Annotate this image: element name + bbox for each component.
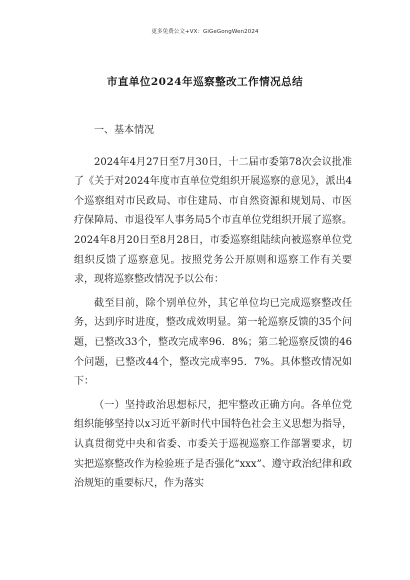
paragraph-1: 2024年4月27日至7月30日，十二届市委第78次会议批准了《关于对2024年度市直单位党组织开展巡察的意见》，派出4个巡察组对市民政局、市住建局、市自然资源和规划局、市医疗保障局、市退役军人事务局5个市直单位党组织开展了巡察。2024年8月20日至8月28日，市委巡察组陆续向被巡察单位党组织反馈了巡察意见。按照党务公开原则和巡察工作有关要求，现将巡察整改情况予以公布： — [74, 156, 352, 286]
document-title: 市直单位2024年巡察整改工作情况总结 — [106, 76, 304, 88]
paragraph-3: （一）坚持政治思想标尺，把牢整改正确方向。各单位党组织能够坚持以x习近平新时代中国特色社会主义思想为指导，认真贯彻党中央和省委、市委关于巡视巡察工作部署要求，切实把巡察整改作为检验班子是否强化“xxx”、遵守政治纪律和政治规矩的重要标尺，作为落实 — [74, 399, 352, 490]
paragraph-2: 截至目前，除个别单位外，其它单位均已完成巡察整改任务，达到序时进度，整改成效明显。第一轮巡察反馈的35个问题，已整改33个，整改完成率96．8%；第二轮巡察反馈的46个问题，已整改44个，整改完成率95．7%。具体整改情况如下： — [74, 297, 352, 388]
header-note: 更多免费公文+VX：GiGeGongWen2024 — [151, 29, 259, 35]
section-heading: 一、基本情况 — [94, 125, 154, 136]
document-body — [74, 121, 352, 494]
